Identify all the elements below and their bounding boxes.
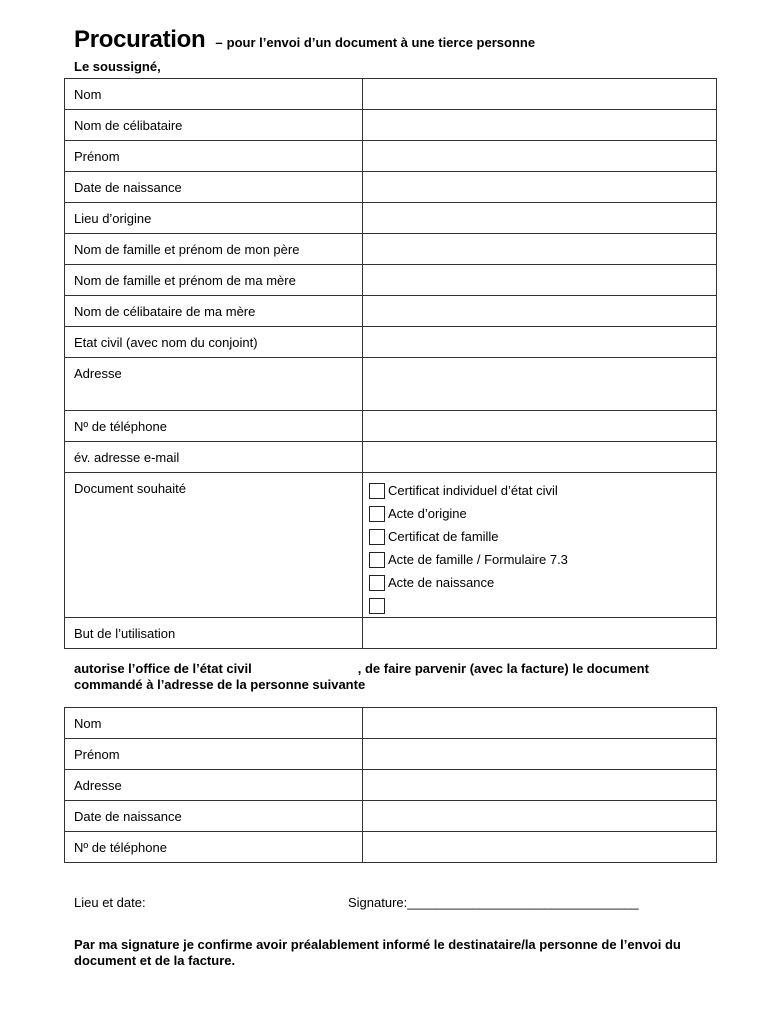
field-recipient-nom[interactable]	[363, 708, 717, 739]
document-options	[363, 473, 717, 618]
table-row	[65, 296, 717, 327]
row-label: Nom de célibataire	[65, 110, 363, 141]
title-main: Procuration	[74, 26, 206, 53]
field-date-naissance[interactable]	[363, 172, 717, 203]
row-label: Etat civil (avec nom du conjoint)	[65, 327, 363, 358]
table-row	[65, 172, 717, 203]
checkbox[interactable]	[369, 506, 385, 522]
row-label: Date de naissance	[65, 801, 363, 832]
checkbox[interactable]	[369, 529, 385, 545]
row-label: Nº de téléphone	[65, 832, 363, 863]
table-row	[65, 79, 717, 110]
row-label: Lieu d’origine	[65, 203, 363, 234]
row-label: Nom	[65, 708, 363, 739]
field-mere[interactable]	[363, 265, 717, 296]
row-label: év. adresse e-mail	[65, 442, 363, 473]
table-row	[65, 234, 717, 265]
title-subtitle: pour l’envoi d’un document à une tierce personne	[226, 35, 536, 50]
row-label: Document souhaité	[65, 473, 363, 618]
field-but-utilisation[interactable]	[363, 618, 717, 649]
field-recipient-telephone[interactable]	[363, 832, 717, 863]
row-label: Prénom	[65, 739, 363, 770]
field-recipient-adresse[interactable]	[363, 770, 717, 801]
authorization-part1: autorise l’office de l’état civil	[74, 661, 252, 676]
row-label: Nom de célibataire de ma mère	[65, 296, 363, 327]
field-celibataire-mere[interactable]	[363, 296, 717, 327]
field-email[interactable]	[363, 442, 717, 473]
checkbox[interactable]	[369, 575, 385, 591]
field-recipient-prenom[interactable]	[363, 739, 717, 770]
recipient-table	[64, 707, 717, 863]
option-other	[369, 594, 716, 617]
option-label: Certificat individuel d’état civil	[388, 482, 558, 498]
table-row	[65, 110, 717, 141]
title-dash: –	[215, 35, 223, 50]
table-row	[65, 473, 717, 618]
table-row	[65, 618, 717, 649]
field-recipient-date-naissance[interactable]	[363, 801, 717, 832]
table-row	[65, 411, 717, 442]
row-label: Nom	[65, 79, 363, 110]
option-label: Acte de famille / Formulaire 7.3	[388, 551, 568, 567]
authorization-part2: , de faire parvenir (avec la facture) le document commandé à l’adresse de la personne suivante	[74, 661, 649, 692]
field-etat-civil[interactable]	[363, 327, 717, 358]
table-row	[65, 442, 717, 473]
option-acte-origine	[369, 502, 716, 525]
row-label: Date de naissance	[65, 172, 363, 203]
row-label: Adresse	[65, 358, 363, 411]
confirmation-text: Par ma signature je confirme avoir préalablement informé le destinataire/la personne de l’envoi du document et de la facture.	[74, 937, 681, 968]
table-row	[65, 739, 717, 770]
table-row	[65, 708, 717, 739]
option-label: Acte d’origine	[388, 505, 467, 521]
option-certificat-individuel	[369, 479, 716, 502]
row-label: Nº de téléphone	[65, 411, 363, 442]
row-label: Adresse	[65, 770, 363, 801]
field-telephone[interactable]	[363, 411, 717, 442]
table-row	[65, 141, 717, 172]
option-certificat-famille	[369, 525, 716, 548]
table-row	[65, 358, 717, 411]
table-row	[65, 770, 717, 801]
table-row	[65, 832, 717, 863]
row-label: Nom de famille et prénom de mon père	[65, 234, 363, 265]
option-acte-naissance	[369, 571, 716, 594]
place-date-label: Lieu et date:	[74, 895, 146, 910]
checkbox[interactable]	[369, 598, 385, 614]
document-title	[74, 26, 535, 54]
option-acte-famille	[369, 548, 716, 571]
field-prenom[interactable]	[363, 141, 717, 172]
row-label: But de l’utilisation	[65, 618, 363, 649]
field-adresse[interactable]	[363, 358, 717, 411]
table-row	[65, 327, 717, 358]
field-nom-celibataire[interactable]	[363, 110, 717, 141]
row-label: Nom de famille et prénom de ma mère	[65, 265, 363, 296]
option-label: Certificat de famille	[388, 528, 499, 544]
authorization-text	[74, 661, 714, 693]
row-label: Prénom	[65, 141, 363, 172]
intro-text: Le soussigné,	[74, 59, 161, 74]
signature-line[interactable]: Signature:________________________________	[348, 895, 639, 910]
applicant-table	[64, 78, 717, 649]
table-row	[65, 801, 717, 832]
field-lieu-origine[interactable]	[363, 203, 717, 234]
field-nom[interactable]	[363, 79, 717, 110]
field-pere[interactable]	[363, 234, 717, 265]
checkbox[interactable]	[369, 483, 385, 499]
table-row	[65, 203, 717, 234]
option-label: Acte de naissance	[388, 574, 495, 590]
table-row	[65, 265, 717, 296]
checkbox[interactable]	[369, 552, 385, 568]
